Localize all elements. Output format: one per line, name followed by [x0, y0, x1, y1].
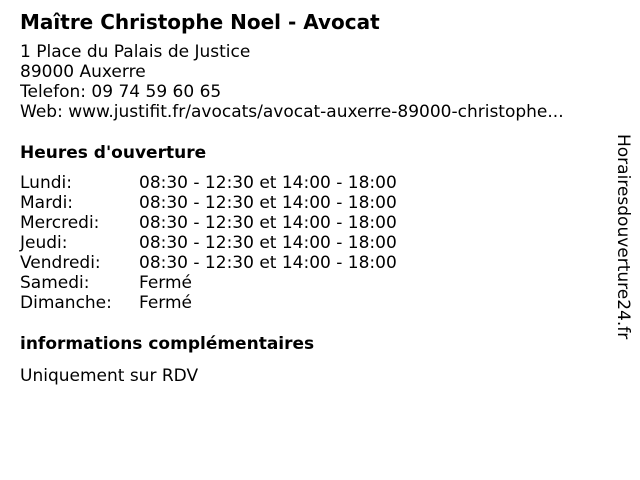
hours-row-tuesday — [20, 193, 600, 213]
hours-row-monday — [20, 173, 600, 193]
address-line-1: 1 Place du Palais de Justice — [20, 42, 251, 62]
hours-row-wednesday — [20, 213, 600, 233]
day-label: Samedi: — [20, 273, 90, 293]
business-card — [20, 10, 600, 386]
opening-hours-table — [20, 173, 600, 313]
business-name: Maître Christophe Noel - Avocat — [20, 10, 380, 34]
day-hours: Fermé — [139, 293, 193, 313]
day-label: Mardi: — [20, 193, 74, 213]
hours-row-friday — [20, 253, 600, 273]
day-label: Jeudi: — [20, 233, 68, 253]
hours-row-saturday — [20, 273, 600, 293]
additional-info-text: Uniquement sur RDV — [20, 366, 199, 386]
hours-row-sunday — [20, 293, 600, 313]
day-hours: 08:30 - 12:30 et 14:00 - 18:00 — [139, 213, 397, 233]
address-line-2: 89000 Auxerre — [20, 62, 146, 82]
additional-info-heading: informations complémentaires — [20, 334, 315, 354]
website-link[interactable]: Web: www.justifit.fr/avocats/avocat-auxerre-89000-christophe... — [20, 102, 564, 122]
day-hours: 08:30 - 12:30 et 14:00 - 18:00 — [139, 253, 397, 273]
hours-row-thursday — [20, 233, 600, 253]
day-label: Lundi: — [20, 173, 72, 193]
day-label: Mercredi: — [20, 213, 100, 233]
day-hours: 08:30 - 12:30 et 14:00 - 18:00 — [139, 173, 397, 193]
day-label: Dimanche: — [20, 293, 112, 313]
day-hours: 08:30 - 12:30 et 14:00 - 18:00 — [139, 193, 397, 213]
site-watermark: Horairesdouverture24.fr — [613, 134, 633, 340]
day-hours: Fermé — [139, 273, 193, 293]
day-hours: 08:30 - 12:30 et 14:00 - 18:00 — [139, 233, 397, 253]
phone-number: Telefon: 09 74 59 60 65 — [20, 82, 222, 102]
day-label: Vendredi: — [20, 253, 101, 273]
opening-hours-heading: Heures d'ouverture — [20, 143, 207, 163]
